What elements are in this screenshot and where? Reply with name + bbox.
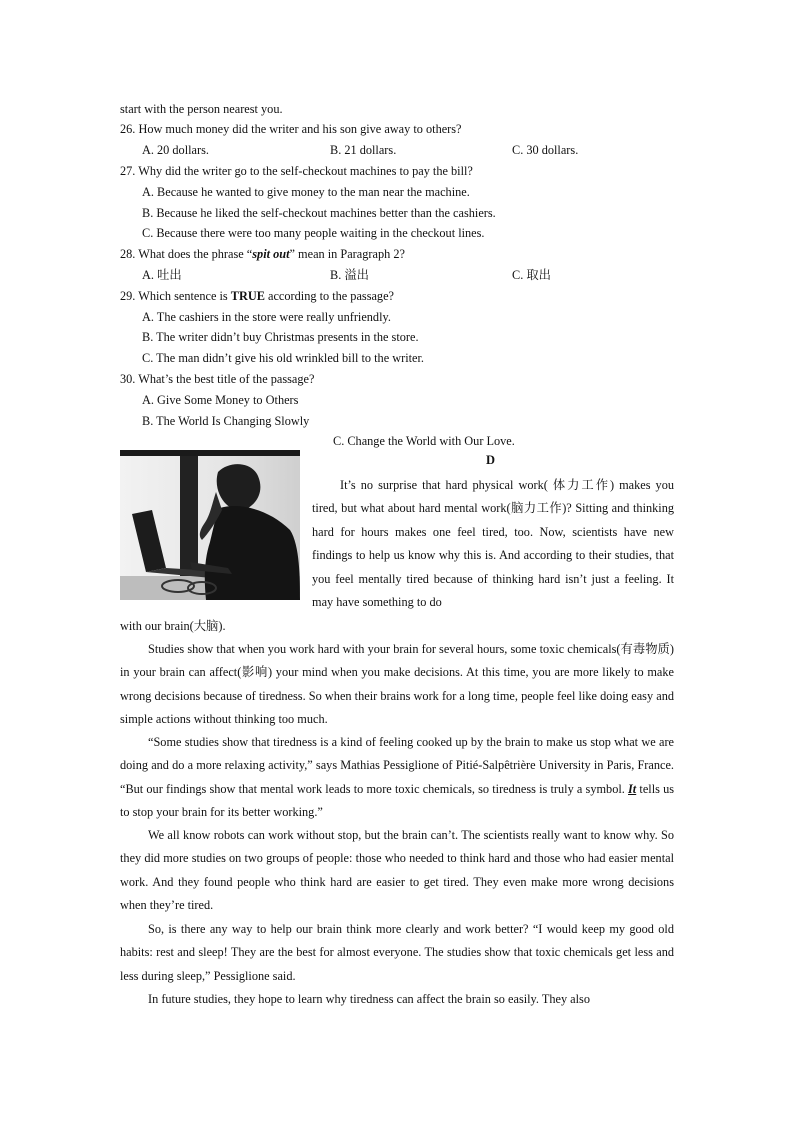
question-26-option-c: C. 30 dollars.: [512, 143, 579, 157]
paragraph-2: [120, 638, 674, 732]
question-29-stem-pre: 29. Which sentence is: [120, 289, 231, 303]
paragraph-3: [120, 731, 674, 825]
question-29-option-a: A. The cashiers in the store were really unfriendly.: [142, 310, 391, 324]
question-28-option-c: C. 取出: [512, 268, 551, 282]
paragraph-6-text: In future studies, they hope to learn why tiredness can affect the brain so easily. They also: [148, 992, 590, 1006]
paragraph-5-text: So, is there any way to help our brain think more clearly and work better? “I would keep my good old habits: rest and sleep! They are the best for almost everyone. The studies show that toxic chemicals get less and less during sleep,” Pessiglione said.: [120, 922, 674, 983]
question-29-stem-post: according to the passage?: [264, 289, 395, 303]
question-26-option-b: B. 21 dollars.: [330, 143, 397, 157]
question-27-stem: 27. Why did the writer go to the self-checkout machines to pay the bill?: [120, 164, 473, 178]
question-30-option-c: C. Change the World with Our Love.: [333, 434, 515, 448]
underlined-word-it: It: [628, 781, 637, 796]
paragraph-2-text: Studies show that when you work hard with your brain for several hours, some toxic chemicals(有毒物质) in your brain can affect(影响) your mind when you make decisions. At this time, you are more likely to make wrong decisions because of tiredness. So when their brains work for a long time, people feel like doing easy and simple actions without thinking too much.: [120, 642, 674, 727]
section-heading-d: D: [486, 453, 496, 467]
paragraph-3-pre: “Some studies show that tiredness is a kind of feeling cooked up by the brain to make us stop what we are doing and do a more relaxing activity,” says Mathias Pessiglione of Pitié-Salpêtrière University in Paris, France. “But our findings show that mental work leads to more toxic chemicals, so tiredness is truly a symbol.: [120, 735, 674, 796]
question-26-stem: 26. How much money did the writer and his son give away to others?: [120, 122, 462, 136]
lead-line: start with the person nearest you.: [120, 102, 283, 116]
question-30-stem: 30. What’s the best title of the passage?: [120, 372, 315, 386]
paragraph-3-text: [120, 731, 674, 825]
paragraph-1-tail: with our brain(大脑).: [120, 619, 226, 633]
paragraph-4-text: We all know robots can work without stop, but the brain can’t. The scientists really want to know why. So they did more studies on two groups of people: those who needed to think hard and those who had easier mental work. And they found people who think hard are easier to get tired. They even make more wrong decisions when they’re tired.: [120, 828, 674, 913]
question-29-option-b: B. The writer didn’t buy Christmas presents in the store.: [142, 330, 419, 344]
question-29-stem: [120, 288, 394, 304]
question-30-option-b: B. The World Is Changing Slowly: [142, 414, 310, 428]
question-28-option-a: A. 吐出: [142, 268, 182, 282]
question-26-option-a: A. 20 dollars.: [142, 143, 209, 157]
question-28-stem-post: ” mean in Paragraph 2?: [289, 247, 405, 261]
paragraph-6: [120, 988, 674, 1011]
question-27-option-b: B. Because he liked the self-checkout machines better than the cashiers.: [142, 206, 496, 220]
question-30-option-a: A. Give Some Money to Others: [142, 393, 299, 407]
question-28-option-b: B. 溢出: [330, 268, 369, 282]
paragraph-1: [312, 474, 674, 614]
question-28-stem: [120, 246, 405, 262]
question-27-option-c: C. Because there were too many people waiting in the checkout lines.: [142, 226, 485, 240]
paragraph-4: [120, 824, 674, 918]
question-28-phrase: spit out: [252, 247, 290, 261]
question-29-option-c: C. The man didn’t give his old wrinkled bill to the writer.: [142, 351, 424, 365]
question-29-bold-word: TRUE: [230, 289, 265, 303]
paragraph-5: [120, 918, 674, 988]
paragraph-1-text: It’s no surprise that hard physical work( 体力工作) makes you tired, but what about hard mental work(脑力工作)? Sitting and thinking hard for hours makes one feel tired, too. Now, scientists have new findings to help us know why this is. And according to their studies, that you feel mentally tired because of thinking hard isn’t just a feeling. It may have something to do: [312, 478, 674, 610]
photo-man-at-laptop: [120, 450, 300, 600]
paragraph-3-post: tells us to stop your brain for its better working.”: [120, 781, 675, 820]
question-28-stem-pre: 28. What does the phrase “: [120, 247, 253, 261]
question-27-option-a: A. Because he wanted to give money to the man near the machine.: [142, 185, 470, 199]
